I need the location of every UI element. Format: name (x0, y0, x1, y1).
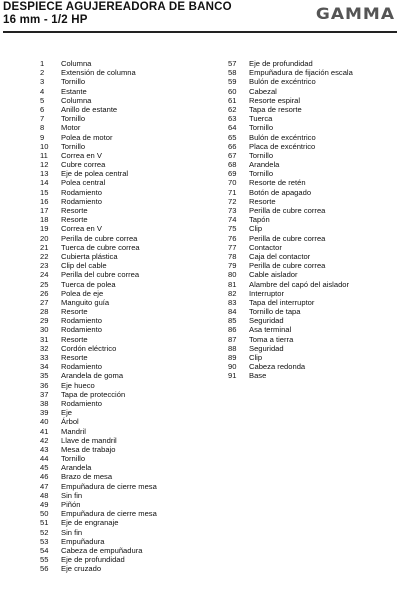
part-name: Estante (61, 86, 87, 96)
part-row (40, 87, 157, 96)
part-number: 16 (40, 196, 49, 206)
part-name: Placa de excéntrico (249, 141, 316, 151)
part-row (40, 59, 157, 68)
part-number: 2 (40, 68, 45, 78)
part-number: 19 (40, 224, 49, 234)
part-number: 84 (228, 307, 237, 317)
part-name: Polea central (61, 178, 106, 188)
part-number: 81 (228, 279, 237, 289)
part-row (40, 528, 157, 537)
part-number: 39 (40, 408, 49, 418)
part-row (40, 142, 157, 151)
part-row (40, 335, 157, 344)
part-name: Clip del cable (61, 261, 107, 271)
part-name: Caja del contactor (249, 251, 311, 261)
part-name: Rodamiento (61, 362, 102, 372)
part-row (40, 243, 157, 252)
part-name: Perilla de cubre correa (61, 233, 138, 243)
part-number: 32 (40, 343, 49, 353)
part-row (228, 344, 353, 353)
part-row (228, 234, 353, 243)
part-number: 56 (40, 564, 49, 574)
part-number: 12 (40, 160, 49, 170)
part-number: 14 (40, 178, 49, 188)
part-number: 85 (228, 316, 237, 326)
parts-list-left (40, 59, 157, 574)
part-name: Asa terminal (249, 325, 292, 335)
part-name: Árbol (61, 417, 79, 427)
part-row (40, 160, 157, 169)
part-row (228, 123, 353, 132)
part-name: Arandela (249, 160, 280, 170)
part-name: Cabezal (249, 86, 277, 96)
part-name: Arandela de goma (61, 371, 124, 381)
part-number: 74 (228, 215, 237, 225)
part-number: 34 (40, 362, 49, 372)
part-row (40, 169, 157, 178)
part-number: 59 (228, 77, 237, 87)
part-row (40, 381, 157, 390)
part-row (228, 280, 353, 289)
part-number: 30 (40, 325, 49, 335)
part-name: Tornillo (249, 150, 274, 160)
part-row (40, 261, 157, 270)
part-name: Cubierta plástica (61, 251, 118, 261)
part-row (40, 133, 157, 142)
part-number: 73 (228, 206, 237, 215)
part-name: Cabeza redonda (249, 362, 306, 372)
part-name: Rodamiento (61, 187, 102, 197)
part-row (40, 500, 157, 509)
part-row (40, 537, 157, 546)
part-name: Resorte (61, 353, 88, 362)
part-name: Brazo de mesa (61, 472, 113, 482)
part-number: 66 (228, 141, 237, 151)
part-name: Eje de polea central (61, 169, 129, 179)
part-name: Tuerca (249, 114, 273, 124)
part-number: 42 (40, 435, 49, 445)
part-name: Eje de profundidad (61, 555, 125, 565)
part-name: Correa en V (61, 150, 102, 160)
part-number: 40 (40, 417, 49, 427)
part-name: Tornillo (61, 141, 86, 151)
part-row (228, 77, 353, 86)
parts-list-right (228, 59, 353, 381)
part-row (228, 151, 353, 160)
part-name: Polea de eje (61, 288, 104, 298)
document-title: DESPIECE AGUJEREADORA DE BANCO (3, 1, 232, 13)
part-name: Columna (61, 95, 92, 105)
part-row (228, 87, 353, 96)
part-row (40, 344, 157, 353)
part-number: 69 (228, 169, 237, 179)
part-name: Seguridad (249, 343, 284, 353)
part-row (40, 316, 157, 325)
part-name: Empuñadura de cierre mesa (61, 481, 157, 491)
part-row (40, 408, 157, 417)
part-name: Tornillo (61, 77, 86, 87)
part-name: Seguridad (249, 316, 284, 326)
part-name: Clip (249, 353, 263, 362)
part-number: 91 (228, 371, 237, 381)
part-number: 22 (40, 251, 49, 261)
part-number: 6 (40, 104, 45, 114)
part-number: 68 (228, 160, 237, 170)
part-number: 57 (228, 59, 237, 68)
part-number: 87 (228, 334, 237, 344)
part-number: 23 (40, 261, 49, 271)
part-row (228, 114, 353, 123)
part-row (40, 68, 157, 77)
part-number: 36 (40, 380, 49, 390)
part-row (40, 436, 157, 445)
part-name: Rodamiento (61, 316, 102, 326)
part-name: Eje hueco (61, 380, 95, 390)
part-number: 89 (228, 353, 237, 362)
part-name: Cubre correa (61, 160, 106, 170)
part-row (228, 197, 353, 206)
part-row (40, 463, 157, 472)
part-row (228, 206, 353, 215)
part-row (40, 298, 157, 307)
part-name: Tornillo (249, 169, 274, 179)
part-row (228, 178, 353, 187)
part-number: 72 (228, 196, 237, 206)
part-name: Resorte (61, 215, 88, 225)
part-row (40, 399, 157, 408)
part-row (228, 133, 353, 142)
part-row (228, 289, 353, 298)
gamma-logo: GAMMA (315, 4, 395, 24)
part-row (228, 353, 353, 362)
part-number: 50 (40, 509, 49, 519)
part-number: 80 (228, 270, 237, 280)
part-number: 76 (228, 233, 237, 243)
part-name: Eje cruzado (61, 564, 102, 574)
part-number: 67 (228, 150, 237, 160)
part-name: Perilla de cubre correa (249, 261, 326, 271)
part-number: 82 (228, 288, 237, 298)
part-row (228, 252, 353, 261)
part-number: 41 (40, 426, 49, 436)
part-row (40, 215, 157, 224)
part-number: 37 (40, 389, 49, 399)
part-row (40, 77, 157, 86)
part-number: 61 (228, 95, 237, 105)
part-number: 62 (228, 104, 237, 114)
part-name: Piñón (61, 500, 81, 509)
part-name: Motor (61, 123, 81, 133)
part-name: Llave de mandril (61, 435, 117, 445)
part-number: 55 (40, 555, 49, 565)
part-name: Eje de profundidad (249, 59, 313, 68)
part-name: Polea de motor (61, 132, 113, 142)
part-number: 58 (228, 68, 237, 78)
part-row (40, 390, 157, 399)
part-number: 48 (40, 490, 49, 500)
part-name: Tapa del interruptor (249, 297, 315, 307)
part-number: 11 (40, 150, 48, 160)
part-name: Perilla del cubre correa (61, 270, 140, 280)
part-number: 10 (40, 141, 49, 151)
part-number: 24 (40, 270, 49, 280)
document-header (3, 1, 397, 35)
part-name: Empuñadura de cierre mesa (61, 509, 157, 519)
part-row (228, 307, 353, 316)
part-number: 44 (40, 454, 49, 464)
part-name: Perilla de cubre correa (249, 233, 326, 243)
part-row (40, 353, 157, 362)
part-name: Perilla de cubre correa (249, 206, 326, 215)
part-number: 28 (40, 307, 49, 317)
part-number: 78 (228, 251, 237, 261)
part-row (228, 371, 353, 380)
part-row (40, 280, 157, 289)
part-name: Rodamiento (61, 398, 102, 408)
part-number: 9 (40, 132, 45, 142)
part-name: Resorte (61, 206, 88, 215)
part-row (40, 188, 157, 197)
document-subtitle: 16 mm - 1/2 HP (3, 14, 88, 26)
part-name: Clip (249, 224, 263, 234)
part-number: 5 (40, 95, 45, 105)
part-number: 83 (228, 297, 237, 307)
part-row (228, 298, 353, 307)
part-name: Tapón (249, 215, 270, 225)
part-name: Cable aislador (249, 270, 298, 280)
part-number: 63 (228, 114, 237, 124)
part-name: Eje (61, 408, 72, 418)
part-number: 17 (40, 206, 49, 215)
part-row (40, 509, 157, 518)
part-row (40, 234, 157, 243)
part-number: 4 (40, 86, 45, 96)
part-name: Empuñadura de fijación escala (249, 68, 353, 78)
part-row (228, 215, 353, 224)
part-row (40, 151, 157, 160)
part-number: 49 (40, 500, 49, 509)
part-number: 88 (228, 343, 237, 353)
part-name: Bulón de excéntrico (249, 132, 316, 142)
part-number: 1 (40, 59, 45, 68)
part-number: 21 (40, 242, 49, 252)
part-number: 75 (228, 224, 237, 234)
part-row (40, 491, 157, 500)
part-number: 70 (228, 178, 237, 188)
part-name: Base (249, 371, 267, 381)
part-name: Mandril (61, 426, 86, 436)
part-number: 45 (40, 463, 49, 473)
part-name: Empuñadura (61, 536, 105, 546)
part-number: 54 (40, 545, 49, 555)
part-name: Cordón eléctrico (61, 343, 117, 353)
part-name: Resorte espiral (249, 95, 301, 105)
part-number: 38 (40, 398, 49, 408)
part-number: 25 (40, 279, 49, 289)
part-name: Resorte de retén (249, 178, 306, 188)
part-number: 46 (40, 472, 49, 482)
part-row (40, 252, 157, 261)
part-name: Arandela (61, 463, 92, 473)
part-name: Manguito guía (61, 297, 110, 307)
part-row (40, 482, 157, 491)
part-name: Sin fin (61, 490, 83, 500)
part-row (228, 160, 353, 169)
part-name: Resorte (61, 334, 88, 344)
part-row (228, 224, 353, 233)
header-divider (3, 31, 397, 33)
part-row (40, 270, 157, 279)
part-name: Tuerca de cubre correa (61, 242, 140, 252)
part-name: Tornillo (61, 454, 86, 464)
part-row (40, 325, 157, 334)
part-row (40, 472, 157, 481)
part-name: Tapa de protección (61, 389, 126, 399)
part-row (40, 417, 157, 426)
part-row (228, 335, 353, 344)
part-row (228, 142, 353, 151)
part-row (228, 270, 353, 279)
part-name: Columna (61, 59, 92, 68)
part-row (228, 105, 353, 114)
part-name: Tornillo (249, 123, 274, 133)
part-number: 8 (40, 123, 45, 133)
part-number: 29 (40, 316, 49, 326)
part-row (228, 362, 353, 371)
part-number: 64 (228, 123, 237, 133)
part-name: Eje de engranaje (61, 518, 119, 528)
part-number: 7 (40, 114, 45, 124)
part-row (228, 96, 353, 105)
part-number: 20 (40, 233, 49, 243)
part-number: 77 (228, 242, 237, 252)
part-name: Resorte (249, 196, 276, 206)
part-number: 71 (228, 187, 237, 197)
part-name: Rodamiento (61, 325, 102, 335)
part-name: Correa en V (61, 224, 102, 234)
part-number: 13 (40, 169, 49, 179)
part-row (228, 316, 353, 325)
part-number: 51 (40, 518, 49, 528)
part-row (40, 555, 157, 564)
part-row (40, 564, 157, 573)
part-name: Sin fin (61, 527, 83, 537)
part-name: Tapa de resorte (249, 104, 302, 114)
part-row (40, 289, 157, 298)
part-row (40, 371, 157, 380)
part-name: Interruptor (249, 288, 285, 298)
part-number: 52 (40, 527, 49, 537)
part-number: 86 (228, 325, 237, 335)
part-number: 35 (40, 371, 49, 381)
part-number: 79 (228, 261, 237, 271)
part-number: 15 (40, 187, 49, 197)
part-row (40, 427, 157, 436)
part-name: Botón de apagado (249, 187, 312, 197)
part-row (40, 123, 157, 132)
part-row (40, 362, 157, 371)
part-number: 18 (40, 215, 49, 225)
part-row (228, 59, 353, 68)
part-number: 60 (228, 86, 237, 96)
part-name: Toma a tierra (249, 334, 294, 344)
part-row (228, 68, 353, 77)
part-row (228, 188, 353, 197)
part-row (228, 243, 353, 252)
part-row (40, 197, 157, 206)
part-name: Alambre del capó del aislador (249, 279, 350, 289)
part-row (40, 114, 157, 123)
part-row (40, 518, 157, 527)
part-number: 43 (40, 444, 49, 454)
part-number: 65 (228, 132, 237, 142)
part-row (40, 206, 157, 215)
part-number: 33 (40, 353, 49, 362)
part-name: Anillo de estante (61, 104, 118, 114)
part-number: 47 (40, 481, 49, 491)
part-name: Rodamiento (61, 196, 102, 206)
part-name: Extensión de columna (61, 68, 136, 78)
part-row (228, 261, 353, 270)
part-name: Mesa de trabajo (61, 444, 116, 454)
part-row (40, 178, 157, 187)
part-name: Cabeza de empuñadura (61, 545, 143, 555)
part-number: 26 (40, 288, 49, 298)
part-name: Resorte (61, 307, 88, 317)
part-number: 27 (40, 297, 49, 307)
part-name: Contactor (249, 242, 282, 252)
part-number: 53 (40, 536, 49, 546)
part-number: 90 (228, 362, 237, 372)
part-name: Bulón de excéntrico (249, 77, 316, 87)
part-row (40, 105, 157, 114)
part-name: Tornillo de tapa (249, 307, 301, 317)
part-row (40, 307, 157, 316)
part-name: Tuerca de polea (61, 279, 116, 289)
part-row (228, 169, 353, 178)
part-number: 31 (40, 334, 49, 344)
part-number: 3 (40, 77, 45, 87)
part-row (40, 454, 157, 463)
part-row (40, 96, 157, 105)
part-row (40, 224, 157, 233)
part-row (40, 445, 157, 454)
part-name: Tornillo (61, 114, 86, 124)
part-row (40, 546, 157, 555)
part-row (228, 325, 353, 334)
